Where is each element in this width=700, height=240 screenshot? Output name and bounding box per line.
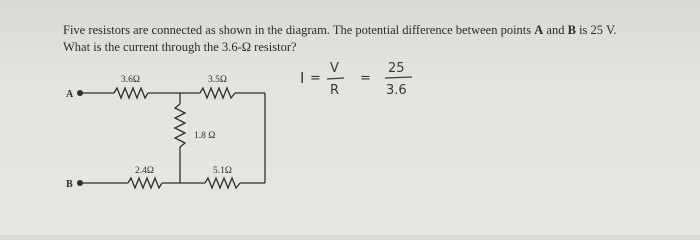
question-line1-and: and bbox=[543, 23, 568, 37]
hand-v: V bbox=[330, 61, 339, 76]
r1-label: 3.6Ω bbox=[121, 75, 140, 85]
r3-label: 1.8 Ω bbox=[194, 131, 216, 141]
r5-label: 5.1Ω bbox=[213, 166, 232, 176]
terminal-a bbox=[77, 90, 83, 96]
resistor-3-6 bbox=[114, 88, 148, 98]
hand-fraction-bar-2 bbox=[385, 77, 412, 78]
question-line1-suffix: is 25 V. bbox=[575, 23, 617, 37]
resistor-1-8 bbox=[175, 104, 185, 147]
point-a-label: A bbox=[534, 23, 544, 37]
hand-den: 3.6 bbox=[386, 83, 407, 98]
resistor-3-5 bbox=[200, 88, 235, 98]
handwritten-notes bbox=[300, 61, 407, 98]
r2-label: 3.5Ω bbox=[208, 75, 227, 85]
resistor-2-4 bbox=[128, 178, 162, 188]
hand-eq1: = bbox=[310, 71, 321, 86]
question-line1-prefix: Five resistors are connected as shown in the diagram. The potential difference between points bbox=[63, 23, 535, 37]
terminal-b bbox=[77, 180, 83, 186]
resistor-5-1 bbox=[205, 178, 240, 188]
r4-label: 2.4Ω bbox=[135, 166, 154, 176]
hand-r: R bbox=[330, 83, 340, 98]
node-a-label: A bbox=[66, 89, 74, 100]
hand-eq2: = bbox=[360, 71, 371, 86]
hand-fraction-bar-1 bbox=[327, 78, 344, 79]
node-b-label: B bbox=[66, 179, 73, 190]
hand-num: 25 bbox=[388, 61, 405, 76]
point-b-label: B bbox=[567, 23, 576, 37]
question-line2: What is the current through the 3.6-Ω resistor? bbox=[63, 40, 297, 54]
hand-i: I bbox=[300, 69, 305, 87]
